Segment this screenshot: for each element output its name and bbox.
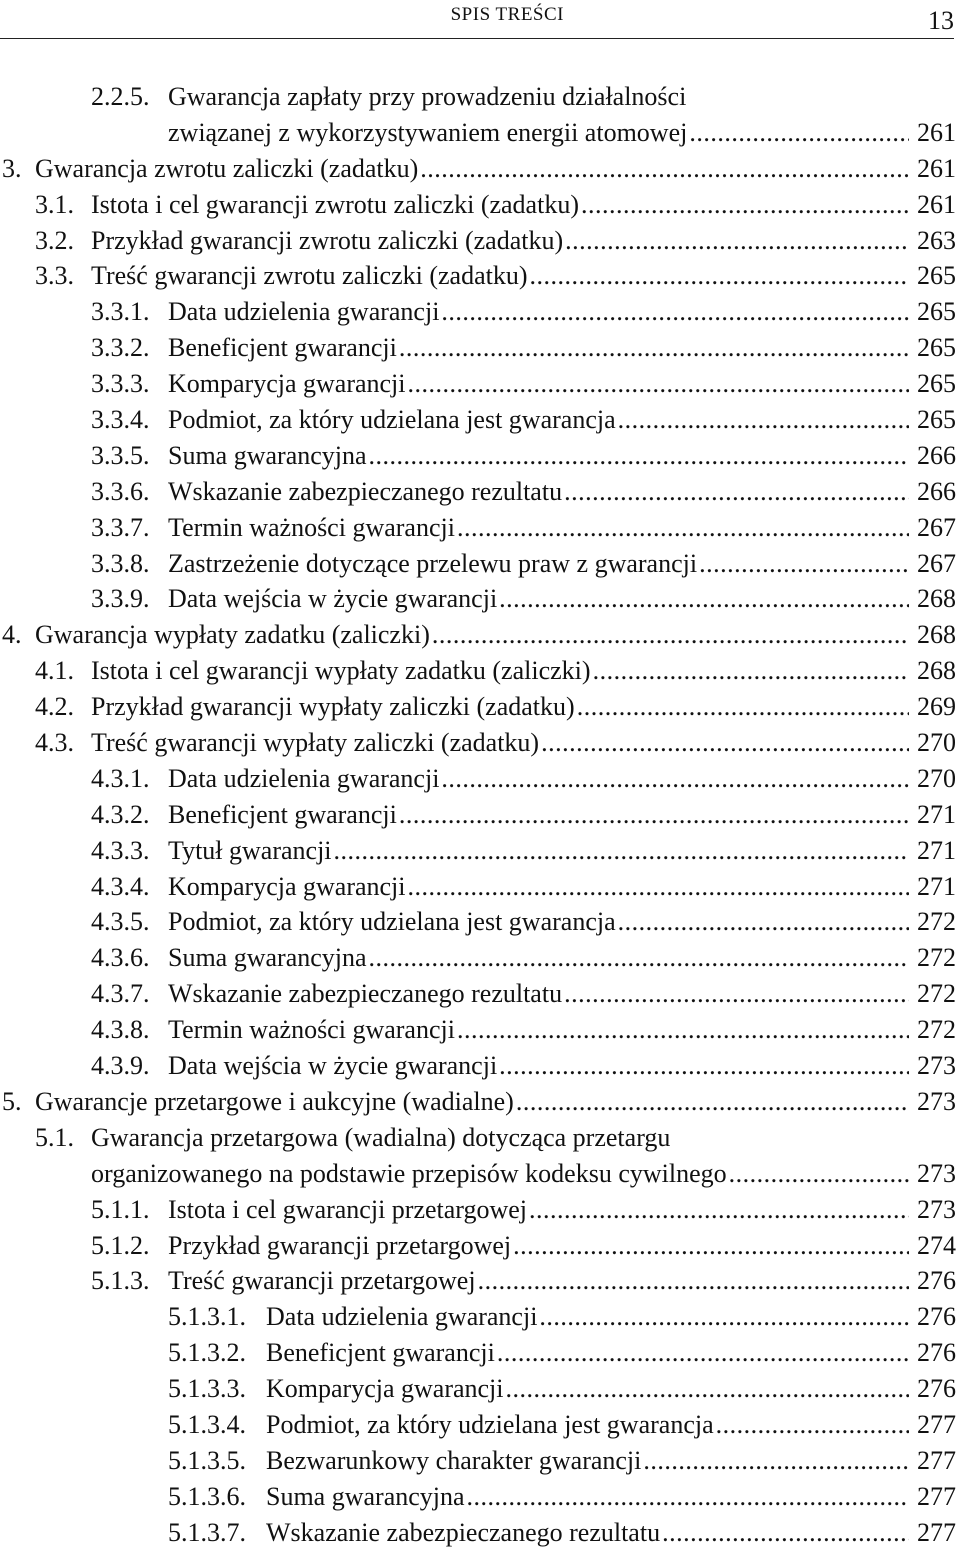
- toc-entry-title: Beneficjent gwarancji: [168, 799, 397, 829]
- dot-leader: [662, 1515, 909, 1551]
- toc-entry-number: 5.1.: [35, 1122, 74, 1152]
- dot-leader: [729, 1156, 909, 1192]
- dot-leader: [530, 258, 909, 294]
- toc-entry-number: 5.1.3.7.: [168, 1517, 246, 1547]
- dot-leader: [441, 294, 909, 330]
- toc-entry-title: Data udzielenia gwarancji: [168, 763, 440, 793]
- toc-entry-number: 4.1.: [35, 656, 74, 686]
- toc-entry-number: 4.3.4.: [91, 871, 150, 901]
- toc-entry-page: 261: [917, 117, 956, 147]
- toc-entry-title: Zastrzeżenie dotyczące przelewu praw z gwarancji: [168, 548, 698, 578]
- toc-entry-number: 4.3.3.: [91, 835, 150, 865]
- toc-entry-title: Data wejścia w życie gwarancji: [168, 1051, 498, 1081]
- toc-entry-number: 4.3.1.: [91, 763, 150, 793]
- toc-entry-number: 5.1.3.5.: [168, 1445, 246, 1475]
- toc-entry-number: 3.3.6.: [91, 476, 150, 506]
- toc-entry-page: 267: [917, 548, 956, 578]
- toc-entry[interactable]: [0, 904, 956, 940]
- toc-entry[interactable]: [0, 581, 956, 617]
- dot-leader: [420, 151, 909, 187]
- toc-entry-page: 273: [917, 1086, 956, 1116]
- toc-entry[interactable]: [0, 1479, 956, 1515]
- toc-entry-number: 4.3.6.: [91, 943, 150, 973]
- toc-entry-page: 267: [917, 512, 956, 542]
- toc-entry-number: 3.3.7.: [91, 512, 150, 542]
- toc-entry-number: 3.3.5.: [91, 440, 150, 470]
- toc-entry-page: 276: [917, 1374, 956, 1404]
- toc-entry-title: Data udzielenia gwarancji: [266, 1302, 538, 1332]
- toc-entry-page: 272: [917, 943, 956, 973]
- toc-entry[interactable]: [0, 940, 956, 976]
- toc-entry[interactable]: [0, 366, 956, 402]
- dot-leader: [581, 187, 909, 223]
- toc-entry-number: 5.1.3.6.: [168, 1481, 246, 1511]
- toc-entry-title: Beneficjent gwarancji: [168, 333, 397, 363]
- toc-entry-page: 271: [917, 871, 956, 901]
- toc-entry-title: Gwarancja przetargowa (wadialna) dotycząca przetargu: [91, 1122, 671, 1152]
- toc-entry[interactable]: [0, 869, 956, 905]
- toc-entry-page: 261: [917, 189, 956, 219]
- toc-entry-title: Podmiot, za który udzielana jest gwarancja: [266, 1409, 714, 1439]
- toc-entry[interactable]: [0, 402, 956, 438]
- toc-entry-number: 3.2.: [35, 225, 74, 255]
- toc-entry-title: Gwarancje przetargowe i aukcyjne (wadialne): [35, 1086, 514, 1116]
- toc-entry[interactable]: [0, 1084, 956, 1120]
- toc-entry-page: 277: [917, 1481, 956, 1511]
- toc-entry-title: Przykład gwarancji wypłaty zaliczki (zadatku): [91, 692, 575, 722]
- dot-leader: [539, 1299, 909, 1335]
- toc-entry-number: 3.3.3.: [91, 369, 150, 399]
- toc-entry-title: Gwarancja wypłaty zadatku (zaliczki): [35, 620, 430, 650]
- toc-entry-page: 265: [917, 261, 956, 291]
- toc-entry-title: Podmiot, za który udzielana jest gwarancja: [168, 907, 616, 937]
- toc-entry-page: 277: [917, 1409, 956, 1439]
- page-number: 13: [928, 6, 954, 35]
- toc-entry-title: Komparycja gwarancji: [266, 1374, 504, 1404]
- dot-leader: [516, 1084, 909, 1120]
- toc-entry-title: Treść gwarancji wypłaty zaliczki (zadatku): [91, 728, 540, 758]
- toc-entry-number: 3.: [2, 153, 22, 183]
- toc-entry[interactable]: [0, 1012, 956, 1048]
- toc-entry-page: 268: [917, 620, 956, 650]
- toc-entry[interactable]: [0, 1228, 956, 1264]
- toc-entry-number: 5.1.2.: [91, 1230, 150, 1260]
- toc-entry-title: Gwarancja zapłaty przy prowadzeniu działalności: [168, 82, 687, 111]
- toc-entry-number: 4.3.7.: [91, 979, 150, 1009]
- toc-entry[interactable]: [0, 976, 956, 1012]
- toc-entry-title: Istota i cel gwarancji przetargowej: [168, 1194, 528, 1224]
- toc-entry-number: 4.2.: [35, 692, 74, 722]
- toc-entry-title: Bezwarunkowy charakter gwarancji: [266, 1445, 642, 1475]
- toc-entry[interactable]: [0, 1407, 956, 1443]
- toc-entry[interactable]: [0, 1048, 956, 1084]
- toc-entry[interactable]: [0, 79, 956, 151]
- toc-entry-number: 3.1.: [35, 189, 74, 219]
- toc-entry[interactable]: [0, 1371, 956, 1407]
- dot-leader: [618, 904, 909, 940]
- toc-entry-number: 2.2.5.: [91, 82, 150, 111]
- dot-leader: [408, 366, 909, 402]
- toc-entry-title: Komparycja gwarancji: [168, 369, 406, 399]
- dot-leader: [577, 689, 909, 725]
- toc-entry[interactable]: [0, 1335, 956, 1371]
- toc-entry[interactable]: [0, 1299, 956, 1335]
- toc-entry-page: 265: [917, 333, 956, 363]
- toc-entry[interactable]: [0, 761, 956, 797]
- toc-entry-title: organizowanego na podstawie przepisów kodeksu cywilnego: [91, 1158, 727, 1188]
- dot-leader: [564, 976, 909, 1012]
- toc-entry-number: 3.3.9.: [91, 584, 150, 614]
- dot-leader: [699, 546, 909, 582]
- toc-entry-page: 271: [917, 835, 956, 865]
- toc-entry[interactable]: [0, 689, 956, 725]
- dot-leader: [618, 402, 909, 438]
- dot-leader: [541, 725, 909, 761]
- toc-entry[interactable]: [0, 1192, 956, 1228]
- toc-entry-title: Suma gwarancyjna: [266, 1481, 465, 1511]
- dot-leader: [334, 833, 909, 869]
- dot-leader: [497, 1335, 909, 1371]
- toc-entry[interactable]: [0, 617, 956, 653]
- running-header: [0, 0, 954, 39]
- table-of-contents: [0, 79, 956, 1551]
- toc-entry-number: 3.3.8.: [91, 548, 150, 578]
- toc-entry-number: 4.3.8.: [91, 1015, 150, 1045]
- dot-leader: [564, 474, 909, 510]
- toc-entry-page: 270: [917, 728, 956, 758]
- toc-entry-number: 4.: [2, 620, 22, 650]
- toc-entry[interactable]: [0, 653, 956, 689]
- toc-entry-page: 276: [917, 1302, 956, 1332]
- toc-entry-title: Beneficjent gwarancji: [266, 1338, 495, 1368]
- toc-entry-page: 268: [917, 584, 956, 614]
- dot-leader: [457, 510, 909, 546]
- toc-entry[interactable]: [0, 1120, 956, 1192]
- toc-entry-title: Data udzielenia gwarancji: [168, 297, 440, 327]
- toc-entry-page: 261: [917, 153, 956, 183]
- toc-entry-page: 273: [917, 1194, 956, 1224]
- dot-leader: [369, 438, 909, 474]
- toc-entry-page: 269: [917, 692, 956, 722]
- dot-leader: [478, 1263, 909, 1299]
- toc-entry-number: 4.3.9.: [91, 1051, 150, 1081]
- toc-entry-title: Istota i cel gwarancji zwrotu zaliczki (zadatku): [91, 189, 579, 219]
- toc-entry-page: 266: [917, 440, 956, 470]
- toc-entry-title: związanej z wykorzystywaniem energii atomowej: [168, 117, 688, 147]
- toc-entry-number: 3.3.2.: [91, 333, 150, 363]
- toc-entry-page: 272: [917, 1015, 956, 1045]
- toc-entry[interactable]: [0, 223, 956, 259]
- toc-entry-page: 272: [917, 979, 956, 1009]
- toc-entry-page: 273: [917, 1158, 956, 1188]
- toc-entry-number: 5.1.3.2.: [168, 1338, 246, 1368]
- toc-entry-title: Tytuł gwarancji: [168, 835, 332, 865]
- toc-entry[interactable]: [0, 1443, 956, 1479]
- dot-leader: [499, 1048, 909, 1084]
- dot-leader: [716, 1407, 909, 1443]
- toc-entry-title: Treść gwarancji zwrotu zaliczki (zadatku): [91, 261, 528, 291]
- toc-entry-page: 274: [917, 1230, 956, 1260]
- toc-entry-page: 265: [917, 297, 956, 327]
- toc-entry-page: 276: [917, 1266, 956, 1296]
- toc-entry-page: 271: [917, 799, 956, 829]
- dot-leader: [408, 869, 909, 905]
- toc-entry[interactable]: [0, 797, 956, 833]
- toc-entry[interactable]: [0, 510, 956, 546]
- dot-leader: [529, 1192, 909, 1228]
- toc-entry[interactable]: [0, 1263, 956, 1299]
- toc-entry-page: 277: [917, 1445, 956, 1475]
- toc-entry[interactable]: [0, 258, 956, 294]
- toc-entry[interactable]: [0, 151, 956, 187]
- toc-entry[interactable]: [0, 474, 956, 510]
- toc-entry-title: Podmiot, za który udzielana jest gwarancja: [168, 405, 616, 435]
- toc-entry[interactable]: [0, 187, 956, 223]
- toc-entry-title: Suma gwarancyjna: [168, 943, 367, 973]
- dot-leader: [593, 653, 909, 689]
- toc-entry[interactable]: [0, 330, 956, 366]
- toc-entry-title: Data wejścia w życie gwarancji: [168, 584, 498, 614]
- toc-entry-page: 276: [917, 1338, 956, 1368]
- toc-entry-title: Komparycja gwarancji: [168, 871, 406, 901]
- dot-leader: [689, 115, 909, 151]
- toc-entry-number: 4.3.2.: [91, 799, 150, 829]
- toc-entry-page: 268: [917, 656, 956, 686]
- toc-entry-page: 266: [917, 476, 956, 506]
- toc-entry-number: 5.1.3.4.: [168, 1409, 246, 1439]
- toc-entry-title: Przykład gwarancji przetargowej: [168, 1230, 512, 1260]
- dot-leader: [506, 1371, 909, 1407]
- toc-entry[interactable]: [0, 438, 956, 474]
- toc-entry-page: 265: [917, 369, 956, 399]
- toc-entry-page: 273: [917, 1051, 956, 1081]
- toc-entry-page: 265: [917, 405, 956, 435]
- toc-entry-number: 4.3.: [35, 728, 74, 758]
- toc-entry-title: Termin ważności gwarancji: [168, 1015, 455, 1045]
- toc-entry[interactable]: [0, 294, 956, 330]
- toc-entry-page: 277: [917, 1517, 956, 1547]
- dot-leader: [457, 1012, 909, 1048]
- dot-leader: [399, 797, 909, 833]
- dot-leader: [499, 581, 909, 617]
- toc-entry-number: 3.3.1.: [91, 297, 150, 327]
- toc-entry-number: 5.1.3.: [91, 1266, 150, 1296]
- toc-entry[interactable]: [0, 725, 956, 761]
- toc-entry[interactable]: [0, 1515, 956, 1551]
- toc-entry-number: 5.: [2, 1086, 22, 1116]
- toc-entry-title: Treść gwarancji przetargowej: [168, 1266, 476, 1296]
- dot-leader: [513, 1228, 909, 1264]
- toc-entry-title: Suma gwarancyjna: [168, 440, 367, 470]
- dot-leader: [467, 1479, 909, 1515]
- toc-entry-title: Istota i cel gwarancji wypłaty zadatku (zaliczki): [91, 656, 591, 686]
- toc-entry-title: Wskazanie zabezpieczanego rezultatu: [266, 1517, 661, 1547]
- dot-leader: [399, 330, 909, 366]
- toc-entry-number: 5.1.1.: [91, 1194, 150, 1224]
- toc-entry-title: Przykład gwarancji zwrotu zaliczki (zadatku): [91, 225, 564, 255]
- toc-entry[interactable]: [0, 546, 956, 582]
- dot-leader: [369, 940, 909, 976]
- toc-entry[interactable]: [0, 833, 956, 869]
- section-title: SPIS TREŚCI: [450, 4, 564, 25]
- toc-entry-number: 3.3.: [35, 261, 74, 291]
- dot-leader: [643, 1443, 909, 1479]
- toc-entry-title: Wskazanie zabezpieczanego rezultatu: [168, 476, 563, 506]
- toc-entry-page: 270: [917, 763, 956, 793]
- toc-entry-title: Wskazanie zabezpieczanego rezultatu: [168, 979, 563, 1009]
- toc-entry-page: 263: [917, 225, 956, 255]
- toc-entry-page: 272: [917, 907, 956, 937]
- dot-leader: [441, 761, 909, 797]
- toc-entry-number: 5.1.3.3.: [168, 1374, 246, 1404]
- toc-entry-number: 4.3.5.: [91, 907, 150, 937]
- toc-entry-number: 5.1.3.1.: [168, 1302, 246, 1332]
- toc-entry-title: Gwarancja zwrotu zaliczki (zadatku): [35, 153, 419, 183]
- dot-leader: [432, 617, 909, 653]
- dot-leader: [565, 223, 909, 259]
- toc-entry-number: 3.3.4.: [91, 405, 150, 435]
- toc-entry-title: Termin ważności gwarancji: [168, 512, 455, 542]
